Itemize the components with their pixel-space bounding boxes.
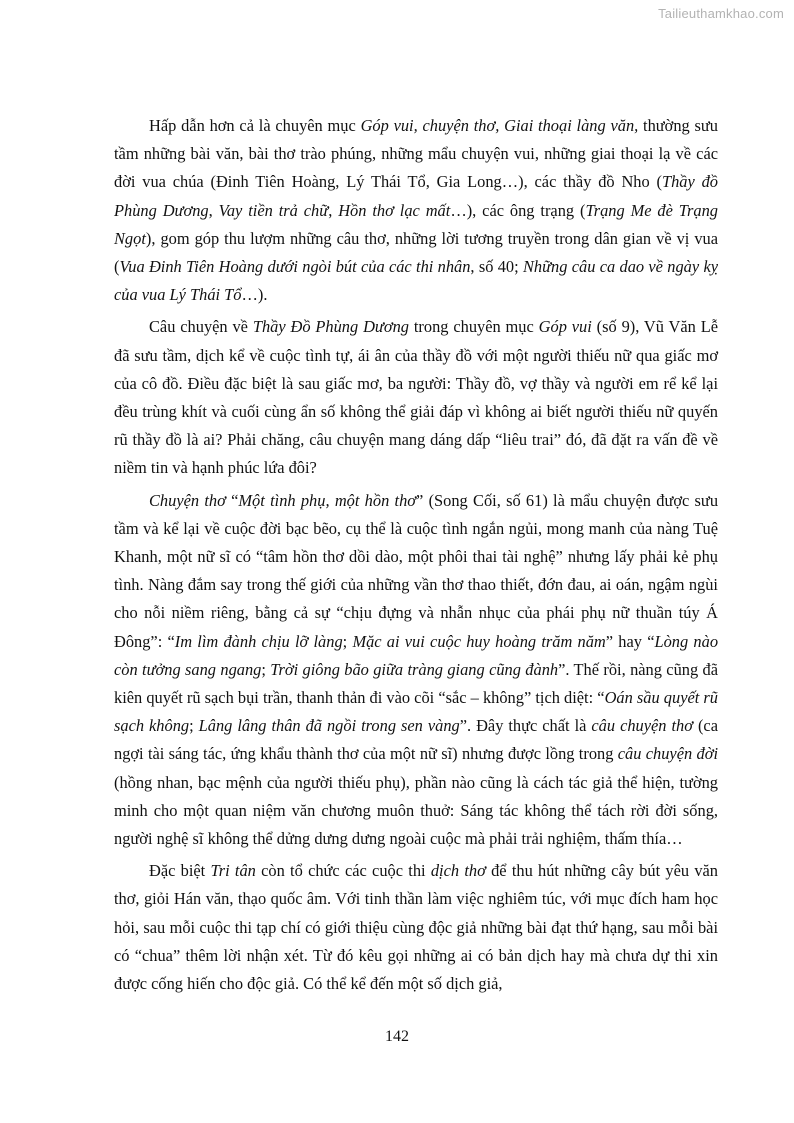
italic-run: Những câu ca dao về ngày kỵ của vua Lý Thái Tổ [114,257,718,305]
text-run: ”. Đây thực chất là [459,716,592,736]
italic-run: Góp vui [538,317,592,337]
text-run: ), gom góp thu lượm những câu thơ, những lời tương truyền trong dân gian về vị vua ( [114,228,718,277]
italic-run: Oán sầu quyết rũ sạch không [114,688,718,736]
italic-run: dịch thơ [430,861,486,881]
text-run: , [328,200,339,220]
text-run: trong chuyên mục [409,317,539,337]
italic-run: Lòng nào còn tưởng sang ngang [114,631,719,679]
italic-run: Một tình phụ, một hồn thơ [238,490,417,510]
italic-run: Mặc ai vui cuộc huy hoàng trăm năm [352,631,606,651]
text-run: (ca ngợi tài sáng tác, ứng khẩu thành thơ của một nữ sĩ) nhưng được lồng trong [114,716,718,764]
text-run: Hấp dẫn hơn cả là chuyên mục [149,116,361,135]
italic-run: Im lìm đành chịu lỡ làng [174,631,343,651]
italic-run: Vay tiền trả chữ [218,200,329,220]
text-run: ; [189,716,199,736]
text-run: Đặc biệt [149,861,211,881]
text-run: Câu chuyện về [149,317,253,337]
italic-run: Vua Đinh Tiên Hoàng dưới ngòi bút của các thi nhân [119,257,471,277]
page-number: 142 [385,1028,409,1045]
text-run: để thu hút những cây bút yêu văn thơ, giỏi Hán văn, thạo quốc âm. Với tinh thần làm việc nghiêm túc, với mục đích ham học hỏi, sau mỗi cuộc thi tạp chí có giới thiệu cùng độc giả những bài đạt thứ hạng, sau mỗi bài có “chua” thêm lời nhận xét. Từ đó kêu gọi những ai có bản dịch hay mà chưa dự thi xin được cống hiến cho độc giả. Có thể kể đến một số dịch giả, [114,861,718,994]
text-run: …), các ông trạng ( [450,200,586,220]
paragraph-3 [114,487,718,854]
text-run: còn tổ chức các cuộc thi [255,861,431,881]
text-run: “ [225,490,239,510]
text-run: ” (Song Cối, số 61) là mẩu chuyện được sưu tầm và kể lại về cuộc đời bạc bẽo, cụ thể là cuộc tình ngắn ngủi, mong manh của nàng Tuệ Khanh, một nữ sĩ có “tâm hồn thơ dồi dào, một phôi thai tài nghệ” nhưng lấy phải kẻ phụ tình. Nàng đắm say trong thế giới của những vần thơ thao thiết, đớn đau, ai oán, ngậm ngùi cho nỗi niềm riêng, bằng cả sự “chịu đựng và nhẫn nhục của phái phụ nữ thuần túy Á Đông”: “ [114,490,719,651]
text-run: , số 40; [470,257,523,277]
text-run: , [208,200,219,220]
italic-run: Góp vui, chuyện thơ, Giai thoại làng văn, [360,116,639,135]
paragraph-4 [114,857,718,998]
italic-run: Trời giông bão giữa tràng giang cũng đành [270,659,559,679]
italic-run: Chuyện thơ [149,490,226,510]
text-run: (số 9), Vũ Văn Lễ đã sưu tầm, dịch kể về cuộc tình tự, ái ân của thầy đồ với một người thiếu nữ qua giấc mơ của cô đồ. Điều đặc biệt là sau giấc mơ, ba người: Thầy đồ, vợ thầy và người em rể kể lại đều trùng khít và cuối cùng ẩn số không thể giải đáp vì không ai biết người thiếu nữ quyến rũ thầy đồ là ai? Phải chăng, câu chuyện mang dáng dấp “liêu trai” đó, đã đặt ra vấn đề về niềm tin và hạnh phúc lứa đôi? [114,317,718,478]
text-run: …). [241,285,268,305]
italic-run: Trạng Me đè Trạng Ngọt [114,200,718,248]
site-watermark: Tailieuthamkhao.com [658,6,784,21]
paragraph-2 [114,313,718,482]
text-run: thường sưu tầm những bài văn, bài thơ trào phúng, những mẩu chuyện vui, những giai thoại lạ về các đời vua chúa (Đinh Tiên Hoàng, Lý Thái Tổ, Gia Long…), các thầy đồ Nho ( [114,116,718,192]
body-text [114,112,718,998]
italic-run: Thầy Đồ Phùng Dương [252,317,409,337]
italic-run: Tri tân [210,861,256,881]
text-run: ”. Thế rồi, nàng cũng đã kiên quyết rũ sạch bụi trần, thanh thản đi vào cõi “sắc – không” tịch diệt: “ [114,659,719,708]
italic-run: câu chuyện thơ [591,716,693,736]
italic-run: Thầy đồ Phùng Dương [114,172,718,220]
text-run: ; [342,631,353,651]
italic-run: câu chuyện đời [617,744,718,764]
italic-run: Hồn thơ lạc mất [338,200,451,220]
italic-run: Lâng lâng thân đã ngồi trong sen vàng [198,716,460,736]
text-run: ; [261,659,271,679]
text-run: ” hay “ [605,631,655,651]
paragraph-1 [114,112,718,309]
text-run: (hồng nhan, bạc mệnh của người thiếu phụ), phần nào cũng là cách tác giả thể hiện, tường minh cho một quan niệm văn chương muôn thuở: Sáng tác không thể tách rời đời sống, người nghệ sĩ không thể dửng dưng dưng ngoài cuộc mà phải trải nghiệm, thấm thía… [114,772,718,849]
